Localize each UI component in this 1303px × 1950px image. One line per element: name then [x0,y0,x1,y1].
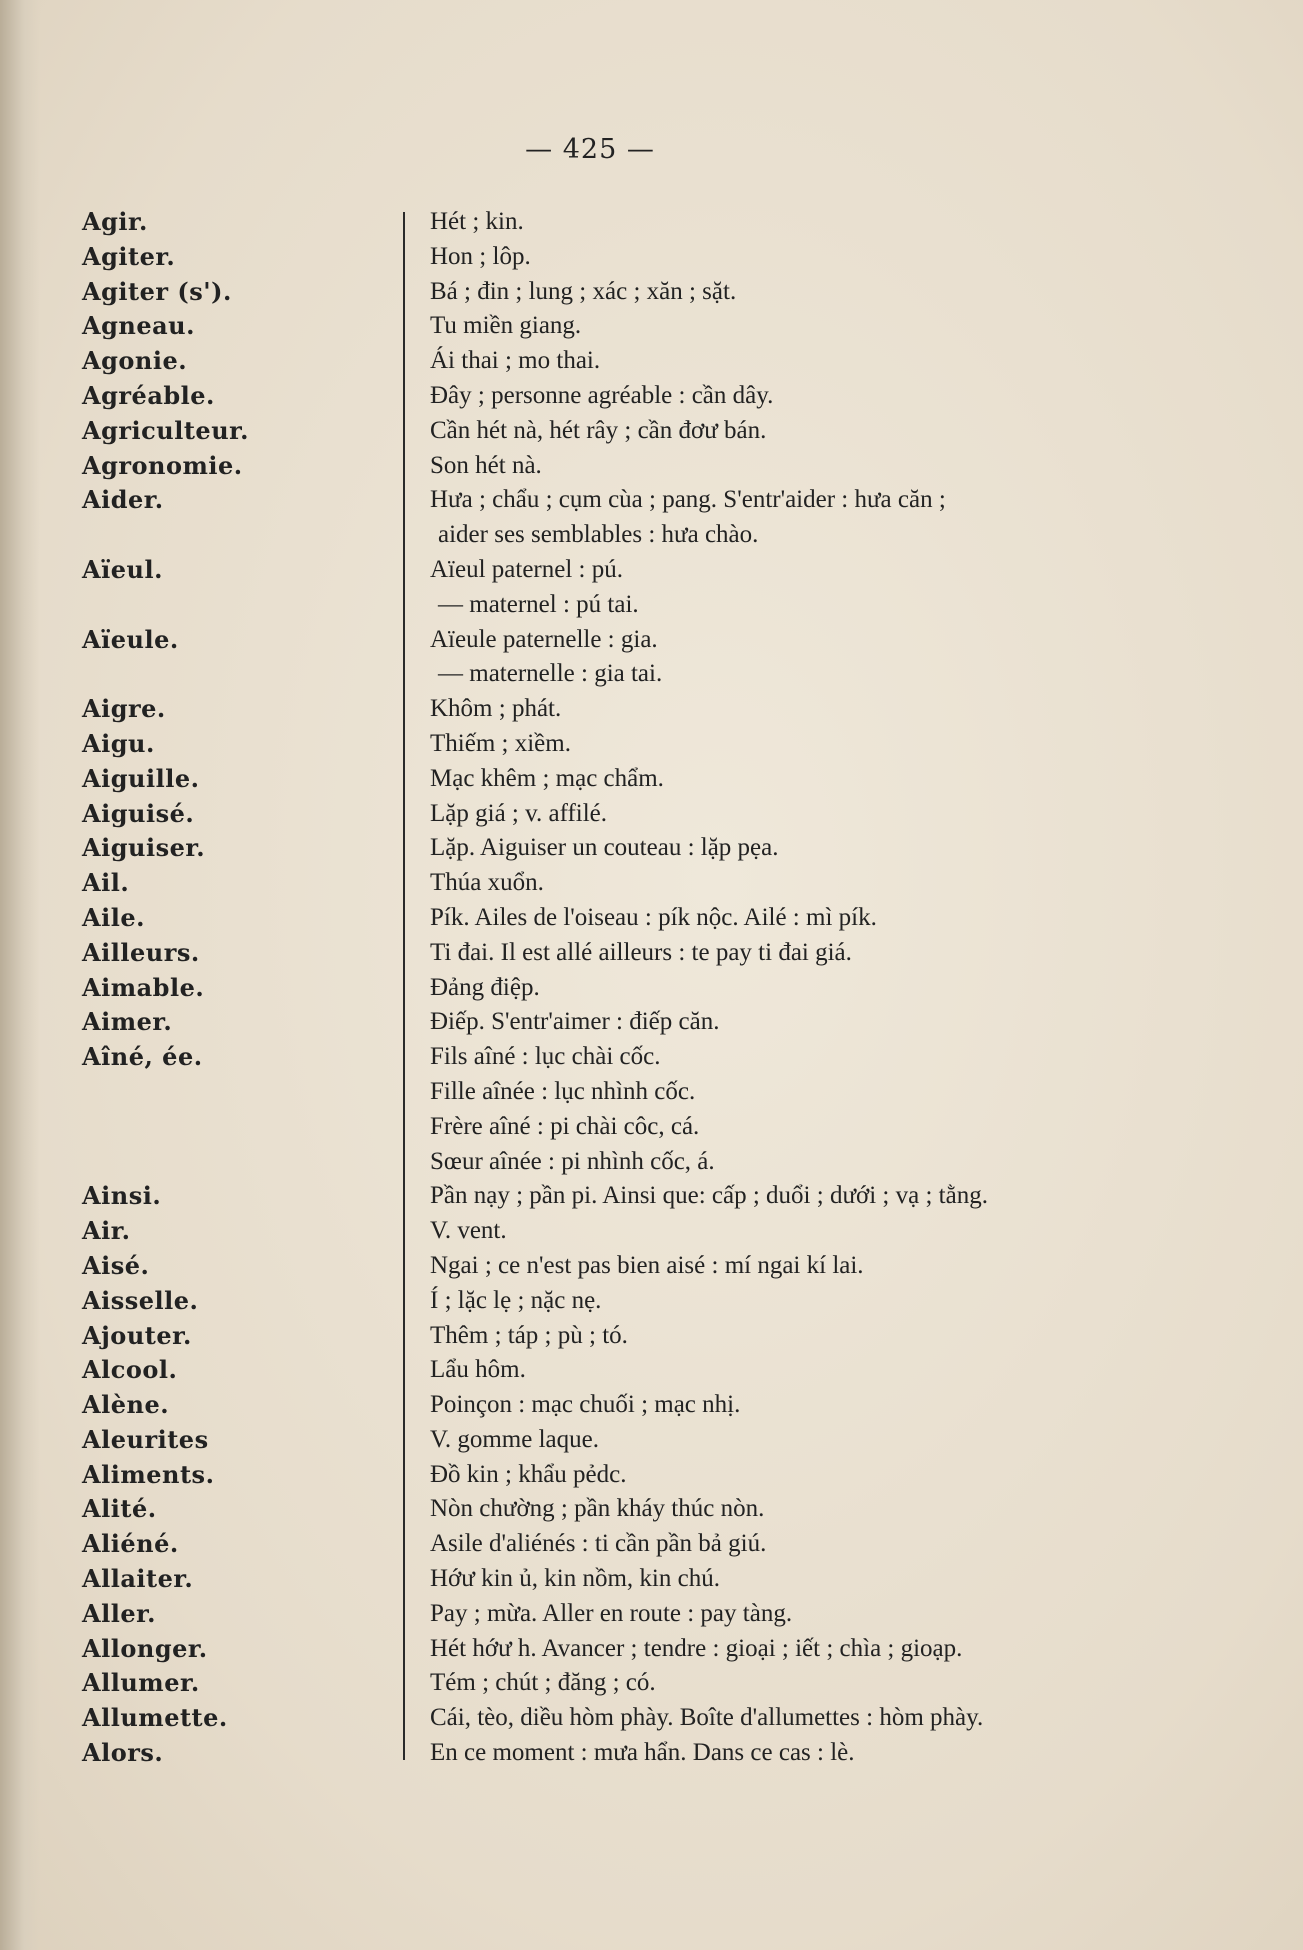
definition [430,1423,1230,1458]
headword: Ail. [82,868,130,898]
headword: Agiter (s'). [82,276,232,306]
headword: Agronomie. [82,450,243,480]
definition-line: Cái, tèo, diều hòm phày. Boîte d'allumettes : hòm phày. [430,1704,984,1732]
definition-line: V. vent. [430,1217,507,1245]
entry-aimer [0,1005,1303,1040]
definition-line: Pần nạy ; pần pi. Ainsi que: cấp ; duổi ; dưới ; vạ ; tằng. [430,1182,988,1210]
definition-line: Hét ; kin. [430,208,524,235]
definition [430,1040,1230,1179]
headword: Agonie. [82,346,188,376]
definition [430,1562,1230,1597]
definition-line: Hớư kin ủ, kin nồm, kin chú. [430,1565,720,1593]
definition-line: — maternel : pú tai. [438,590,639,618]
headword: Agneau. [82,311,195,341]
headword: Aîné, ée. [82,1042,203,1072]
headword: Ailleurs. [82,937,200,967]
headword: Aider. [82,485,164,515]
entry-ail [0,866,1303,901]
headword: Agréable. [82,380,215,410]
definition-line: Sœur aînée : pi nhình cốc, á. [430,1147,715,1175]
definition [430,901,1230,936]
definition [430,762,1230,797]
definition-line: Pay ; mừa. Aller en route : pay tàng. [430,1599,793,1627]
entry-aise [0,1249,1303,1284]
definition-line: — maternelle : gia tai. [438,660,663,688]
definition-line: Son hét nà. [430,451,542,479]
headword: Alène. [82,1390,170,1420]
definition [430,240,1230,275]
definition [430,379,1230,414]
definition [430,1284,1230,1319]
definition-line: Lẩu hôm. [430,1356,526,1384]
definition-line: Tu miền giang. [430,312,582,340]
entry-agreable [0,379,1303,414]
definition [430,797,1230,832]
entry-agiter [0,240,1303,275]
definition-line: Khôm ; phát. [430,695,562,723]
headword: Allumette. [82,1703,228,1733]
entry-alors [0,1736,1303,1771]
headword: Alité. [82,1494,157,1524]
definition-line: Aïeule paternelle : gia. [430,625,658,653]
definition-line: Poinçon : mạc chuối ; mạc nhị. [430,1391,741,1419]
headword: Aiguille. [82,763,200,793]
headword: Air. [82,1216,131,1246]
headword: Aiguiser. [82,833,206,863]
definition-line: Ti đai. Il est allé ailleurs : te pay ti đai giá. [430,938,852,966]
entry-allumette [0,1701,1303,1736]
definition-line: Hon ; lôp. [430,242,531,270]
headword: Aller. [82,1598,156,1628]
entry-aliene [0,1527,1303,1562]
headword: Ainsi. [82,1181,162,1211]
headword: Aile. [82,902,145,932]
definition-line: Thêm ; táp ; pù ; tó. [430,1321,628,1349]
definition-line: Fille aînée : lục nhình cốc. [430,1077,696,1105]
definition [430,692,1230,727]
definition [430,553,1230,623]
definition [430,1249,1230,1284]
definition [430,309,1230,344]
headword: Aisselle. [82,1285,199,1315]
definition [430,1319,1230,1354]
definition [430,1736,1230,1771]
definition-line: Hét hớư h. Avancer ; tendre : gioại ; iết ; chìa ; gioạp. [430,1634,963,1662]
entry-allumer [0,1666,1303,1701]
definition-line: Thiếm ; xiềm. [430,729,571,757]
headword: Allonger. [82,1633,208,1663]
headword: Aleurites [82,1424,209,1454]
definition-line: Thúa xuổn. [430,869,544,897]
definition-line: Hưa ; chẩu ; cụm cùa ; pang. S'entr'aider : hưa căn ; [430,486,946,514]
entry-aigre [0,692,1303,727]
entry-aiguise [0,797,1303,832]
definition [430,623,1230,693]
entry-ainsi [0,1179,1303,1214]
entry-aine [0,1040,1303,1179]
entry-alcool [0,1353,1303,1388]
definition-line: Mạc khêm ; mạc chẩm. [430,764,664,792]
headword: Alors. [82,1738,164,1768]
definition [430,275,1230,310]
headword: Allaiter. [82,1564,194,1594]
definition [430,414,1230,449]
definition [430,866,1230,901]
headword: Allumer. [82,1668,200,1698]
headword: Aigre. [82,694,166,724]
definition-line: Aïeul paternel : pú. [430,555,623,583]
definition-line: Đồ kin ; khẩu pẻdc. [430,1460,627,1488]
entry-agronomie [0,449,1303,484]
definition [430,936,1230,971]
entry-aieul [0,553,1303,623]
entry-aieule [0,623,1303,693]
definition [430,1458,1230,1493]
headword: Aisé. [82,1250,150,1280]
entry-ailleurs [0,936,1303,971]
entry-allaiter [0,1562,1303,1597]
definition-line: Điếp. S'entr'aimer : điếp căn. [430,1008,720,1036]
definition [430,449,1230,484]
headword: Aïeule. [82,624,179,654]
definition-line: Nòn chường ; pần kháy thúc nòn. [430,1495,765,1523]
page-number: — 425 — [525,134,655,165]
entry-aleurites [0,1423,1303,1458]
definition-line: Đây ; personne agréable : cần dây. [430,381,774,409]
entry-aisselle [0,1284,1303,1319]
headword: Agiter. [82,241,176,271]
definition-line: En ce moment : mưa hẩn. Dans ce cas : lè. [430,1739,855,1767]
headword: Aliments. [82,1459,215,1489]
definition-line: V. gomme laque. [430,1425,599,1453]
definition-line: Asile d'aliénés : ti cần pần bả giú. [430,1530,767,1558]
definition [430,205,1230,240]
definition [430,1353,1230,1388]
dictionary-entries [0,205,1303,1771]
definition-line: Lặp giá ; v. affilé. [430,799,608,827]
entry-allonger [0,1632,1303,1667]
definition [430,1005,1230,1040]
definition [430,1666,1230,1701]
headword: Alcool. [82,1355,178,1385]
headword: Aliéné. [82,1529,179,1559]
definition-line: Đảng điệp. [430,973,540,1001]
definition-line: aider ses semblables : hưa chào. [438,521,759,549]
headword: Aimer. [82,1007,173,1037]
definition [430,1492,1230,1527]
entry-agiter-s [0,275,1303,310]
headword: Ajouter. [82,1320,192,1350]
definition [430,1527,1230,1562]
entry-aliments [0,1458,1303,1493]
entry-air [0,1214,1303,1249]
definition-line: Cần hét nà, hét rây ; cần đơư bán. [430,416,767,444]
definition [430,1388,1230,1423]
definition [430,1179,1230,1214]
headword: Agir. [82,207,148,236]
entry-aimable [0,971,1303,1006]
definition [430,483,1230,553]
headword: Agriculteur. [82,415,249,445]
headword: Aimable. [82,972,205,1002]
definition [430,1632,1230,1667]
definition-line: Bá ; đin ; lung ; xác ; xăn ; sặt. [430,277,737,305]
definition [430,831,1230,866]
headword: Aiguisé. [82,798,195,828]
entry-agir [0,205,1303,240]
entry-aigu [0,727,1303,762]
entry-aiguiser [0,831,1303,866]
definition-line: Fils aîné : lục chài cốc. [430,1043,661,1071]
entry-ajouter [0,1319,1303,1354]
definition-line: Lặp. Aiguiser un couteau : lặp pẹa. [430,834,779,862]
entry-agonie [0,344,1303,379]
definition [430,1701,1230,1736]
definition [430,727,1230,762]
entry-agneau [0,309,1303,344]
entry-aller [0,1597,1303,1632]
entry-aider [0,483,1303,553]
definition-line: Ái thai ; mo thai. [430,347,601,375]
definition [430,971,1230,1006]
definition [430,1597,1230,1632]
entry-aiguille [0,762,1303,797]
headword: Aïeul. [82,554,163,584]
definition-line: Tém ; chút ; đăng ; có. [430,1669,656,1697]
definition-line: Í ; lặc lẹ ; nặc nẹ. [430,1286,602,1314]
definition-line: Frère aîné : pi chài côc, cá. [430,1112,700,1140]
definition-line: Pík. Ailes de l'oiseau : pík nộc. Ailé : mì pík. [430,903,877,931]
entry-agriculteur [0,414,1303,449]
definition [430,344,1230,379]
entry-aile [0,901,1303,936]
entry-alene [0,1388,1303,1423]
definition-line: Ngai ; ce n'est pas bien aisé : mí ngai kí lai. [430,1251,864,1279]
headword: Aigu. [82,728,155,758]
entry-alite [0,1492,1303,1527]
definition [430,1214,1230,1249]
